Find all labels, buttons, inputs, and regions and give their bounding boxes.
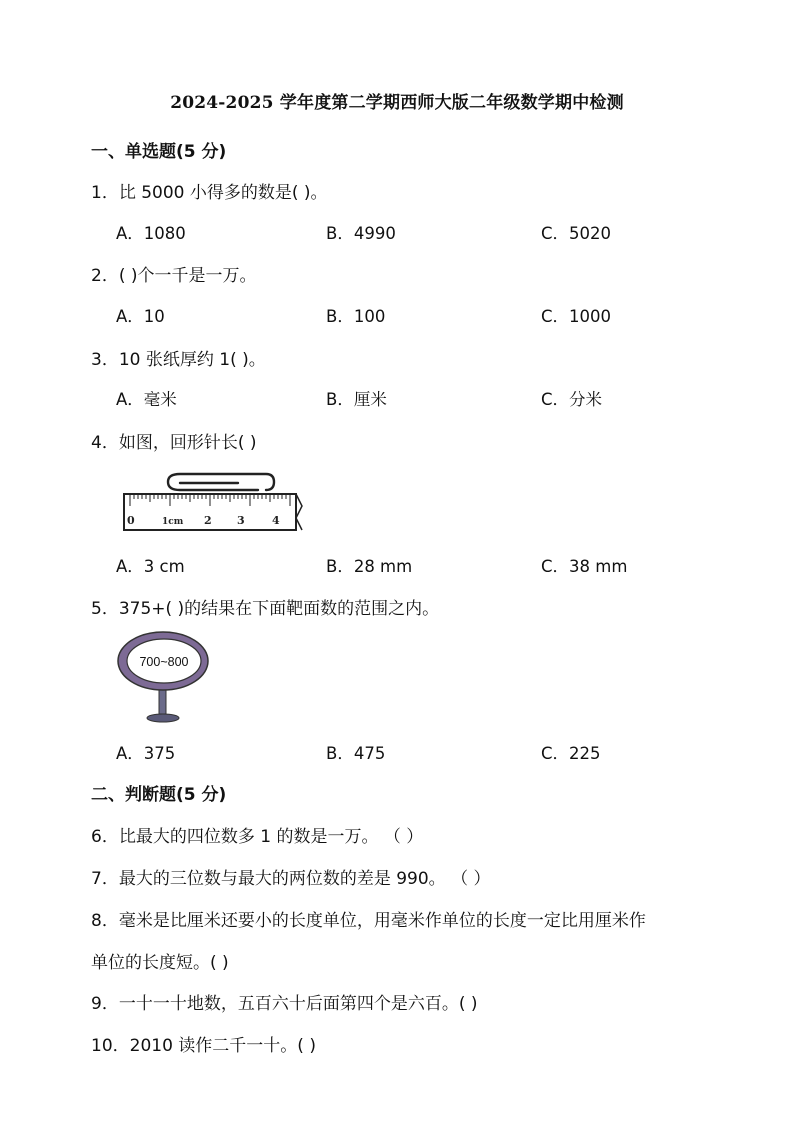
q4-option-a[interactable]: A．3 cm: [116, 557, 185, 576]
section-true-false: 二、判断题(5 分): [91, 785, 227, 805]
q5-option-a[interactable]: A．375: [116, 744, 176, 763]
question-2: 2．( )个一千是一万。: [91, 266, 257, 286]
paperclip-icon: [168, 474, 274, 490]
ruler-label-3: 3: [237, 514, 245, 527]
q5-option-b[interactable]: B．475: [326, 744, 386, 763]
question-8-continued: 单位的长度短。( ): [91, 953, 229, 973]
ruler-label-1: 1cm: [162, 517, 184, 527]
section-single-choice: 一、单选题(5 分): [91, 142, 227, 162]
q2-option-c[interactable]: C．1000: [541, 307, 612, 326]
question-9: 9．一十一十地数，五百六十后面第四个是六百。( ): [91, 994, 478, 1014]
ruler-label-4: 4: [272, 514, 280, 527]
exam-title: 2024-2025 学年度第二学期西师大版二年级数学期中检测: [170, 93, 624, 113]
q2-option-b[interactable]: B．100: [326, 307, 386, 326]
question-4: 4．如图，回形针长( ): [91, 433, 257, 453]
ruler-label-2: 2: [204, 514, 212, 527]
question-3: 3．10 张纸厚约 1( )。: [91, 350, 266, 370]
ruler-label-0: 0: [127, 514, 135, 527]
q4-option-b[interactable]: B．28 mm: [326, 557, 413, 576]
q1-option-c[interactable]: C．5020: [541, 224, 612, 243]
question-10: 10．2010 读作二千一十。( ): [91, 1036, 316, 1056]
sign-range-label: 700~800: [139, 655, 189, 669]
target-sign-figure: [116, 628, 214, 724]
q3-option-a[interactable]: A．毫米: [116, 390, 177, 409]
question-6: 6．比最大的四位数多 1 的数是一万。 （ ）: [91, 827, 424, 847]
question-7: 7．最大的三位数与最大的两位数的差是 990。 （ ）: [91, 869, 491, 889]
question-5: 5．375+( )的结果在下面靶面数的范围之内。: [91, 599, 440, 619]
q3-option-b[interactable]: B．厘米: [326, 390, 387, 409]
question-1: 1．比 5000 小得多的数是( )。: [91, 183, 328, 203]
q1-option-b[interactable]: B．4990: [326, 224, 396, 243]
q5-option-c[interactable]: C．225: [541, 744, 601, 763]
question-8: 8．毫米是比厘米还要小的长度单位，用毫米作单位的长度一定比用厘米作: [91, 911, 646, 931]
q1-option-a[interactable]: A．1080: [116, 224, 186, 243]
q3-option-c[interactable]: C．分米: [541, 390, 603, 409]
q2-option-a[interactable]: A．10: [116, 307, 165, 326]
q4-option-c[interactable]: C．38 mm: [541, 557, 628, 576]
ruler-paperclip-figure: [118, 466, 304, 534]
